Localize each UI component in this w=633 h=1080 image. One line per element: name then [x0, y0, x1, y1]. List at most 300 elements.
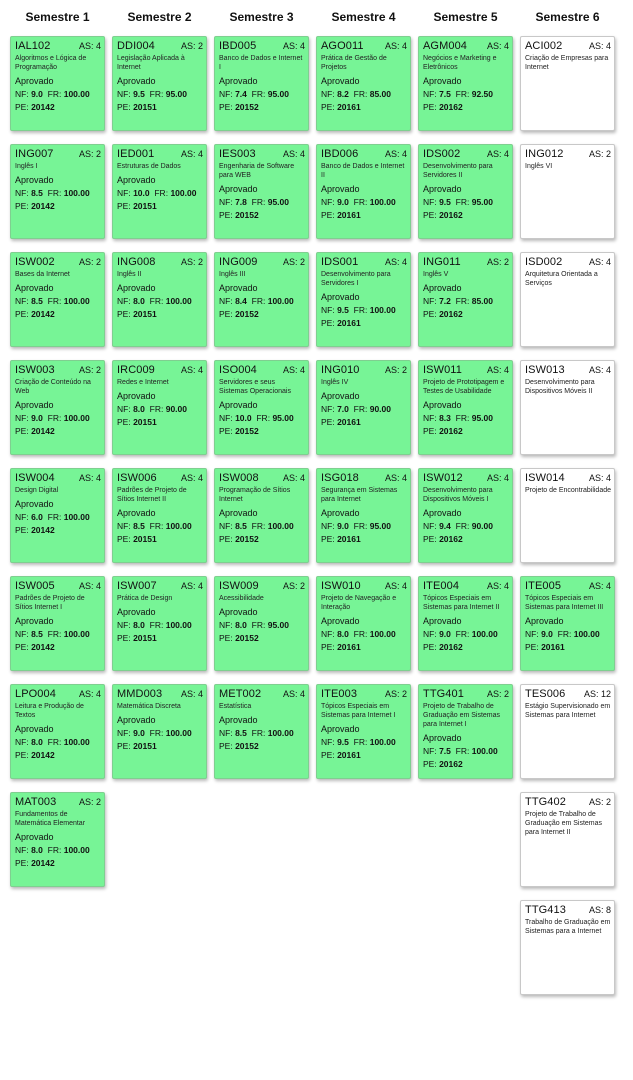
course-card-header	[525, 364, 611, 376]
course-credits: AS: 4	[180, 149, 203, 159]
period-label: PE:	[15, 309, 29, 319]
course-card[interactable]	[214, 36, 309, 131]
final-grade-value: 9.4	[439, 521, 451, 531]
course-card[interactable]	[10, 684, 105, 779]
course-card[interactable]	[418, 360, 513, 455]
frequency-label: FR:	[47, 296, 62, 306]
course-period	[15, 525, 101, 535]
course-code: ING009	[219, 256, 258, 268]
final-grade-label: NF:	[117, 728, 131, 738]
final-grade-value: 9.0	[439, 629, 451, 639]
course-name: Negócios e Marketing e Eletrônicos	[423, 55, 497, 71]
final-grade-value: 8.3	[439, 413, 451, 423]
course-credits: AS: 4	[180, 581, 203, 591]
course-grades	[15, 512, 101, 522]
course-code: ISD002	[525, 256, 563, 268]
course-credits: AS: 4	[384, 41, 407, 51]
course-card[interactable]	[520, 360, 615, 455]
frequency-value: 100.00	[471, 746, 498, 756]
period-label: PE:	[423, 309, 437, 319]
final-grade-value: 8.2	[337, 89, 349, 99]
course-grades	[15, 188, 101, 198]
course-card[interactable]	[214, 576, 309, 671]
frequency-value: 100.00	[471, 629, 498, 639]
course-card[interactable]	[316, 360, 411, 455]
final-grade-label: NF:	[15, 296, 29, 306]
final-grade-label: NF:	[423, 413, 437, 423]
course-card-header	[219, 256, 305, 268]
course-code: ISW014	[525, 472, 565, 484]
course-period	[117, 633, 203, 643]
course-code: ISW003	[15, 364, 55, 376]
course-period	[219, 426, 305, 436]
course-status: Aprovado	[423, 184, 462, 194]
course-card[interactable]	[520, 252, 615, 347]
period-value: 20142	[31, 642, 55, 652]
course-card[interactable]	[10, 36, 105, 131]
frequency-value: 100.00	[369, 197, 396, 207]
course-grades	[117, 620, 203, 630]
final-grade-value: 9.5	[133, 89, 145, 99]
course-name: Algoritmos e Lógica de Programação	[15, 55, 87, 71]
final-grade-value: 8.0	[337, 629, 349, 639]
final-grade-value: 8.0	[235, 620, 247, 630]
final-grade-label: NF:	[219, 521, 233, 531]
course-status: Aprovado	[15, 283, 54, 293]
final-grade-value: 6.0	[31, 512, 43, 522]
course-name: Inglês III	[219, 271, 246, 278]
course-grades	[423, 629, 509, 639]
period-label: PE:	[15, 426, 29, 436]
course-grades	[423, 197, 509, 207]
course-card-header	[117, 148, 203, 160]
period-label: PE:	[525, 642, 539, 652]
final-grade-value: 8.5	[235, 521, 247, 531]
course-status: Aprovado	[117, 283, 156, 293]
course-credits: AS: 4	[486, 473, 509, 483]
course-card-header	[423, 688, 509, 700]
course-period	[15, 309, 101, 319]
course-grades	[219, 197, 305, 207]
course-name: Criação de Conteúdo na Web	[15, 379, 91, 395]
course-status: Aprovado	[321, 292, 360, 302]
course-credits: AS: 4	[180, 689, 203, 699]
course-status: Aprovado	[219, 607, 258, 617]
frequency-value: 100.00	[165, 728, 192, 738]
course-code: IBD006	[321, 148, 359, 160]
course-card-header	[321, 580, 407, 592]
course-grades	[321, 89, 407, 99]
frequency-value: 100.00	[267, 728, 294, 738]
course-period	[219, 309, 305, 319]
course-card-header	[423, 148, 509, 160]
course-card[interactable]	[10, 360, 105, 455]
period-label: PE:	[321, 102, 335, 112]
period-value: 20152	[235, 309, 259, 319]
course-card-header	[117, 256, 203, 268]
course-code: ITE004	[423, 580, 460, 592]
final-grade-value: 9.5	[439, 197, 451, 207]
course-credits: AS: 2	[282, 257, 305, 267]
course-name: Estágio Supervisionado em Sistemas para Internet	[525, 703, 611, 719]
course-card[interactable]	[520, 684, 615, 779]
course-grades	[219, 728, 305, 738]
period-value: 20151	[133, 417, 157, 427]
course-card[interactable]	[10, 792, 105, 887]
course-card-header	[219, 472, 305, 484]
final-grade-value: 9.0	[541, 629, 553, 639]
course-name: Desenvolvimento para Dispositivos Móveis I	[423, 487, 493, 503]
course-grades	[525, 629, 611, 639]
course-grades	[117, 296, 203, 306]
course-period	[423, 309, 509, 319]
course-grades	[423, 296, 509, 306]
frequency-label: FR:	[149, 728, 164, 738]
course-status: Aprovado	[15, 400, 54, 410]
course-card[interactable]	[316, 576, 411, 671]
final-grade-value: 7.8	[235, 197, 247, 207]
final-grade-label: NF:	[423, 197, 437, 207]
course-card[interactable]	[418, 468, 513, 563]
frequency-value: 85.00	[471, 296, 493, 306]
course-code: ING008	[117, 256, 156, 268]
course-status: Aprovado	[423, 283, 462, 293]
course-card[interactable]	[214, 684, 309, 779]
course-card[interactable]	[418, 684, 513, 779]
course-card[interactable]	[520, 900, 615, 995]
final-grade-value: 8.4	[235, 296, 247, 306]
frequency-value: 100.00	[267, 296, 294, 306]
final-grade-label: NF:	[117, 404, 131, 414]
semester-header: Semestre 4	[331, 10, 396, 24]
frequency-label: FR:	[353, 521, 368, 531]
course-card[interactable]	[520, 36, 615, 131]
period-label: PE:	[117, 633, 131, 643]
course-name: Inglês IV	[321, 379, 349, 386]
course-status: Aprovado	[321, 508, 360, 518]
course-card[interactable]	[112, 468, 207, 563]
course-card[interactable]	[520, 468, 615, 563]
course-name: Engenharia de Software para WEB	[219, 163, 295, 179]
course-card[interactable]	[10, 252, 105, 347]
final-grade-value: 10.0	[235, 413, 252, 423]
period-value: 20142	[31, 858, 55, 868]
course-card[interactable]	[418, 576, 513, 671]
semester-header: Semestre 5	[433, 10, 498, 24]
course-name: Inglês I	[15, 163, 38, 170]
course-credits: AS: 4	[588, 41, 611, 51]
frequency-label: FR:	[47, 89, 62, 99]
course-card[interactable]	[112, 144, 207, 239]
course-card-header	[219, 688, 305, 700]
period-value: 20142	[31, 201, 55, 211]
frequency-label: FR:	[47, 629, 62, 639]
period-label: PE:	[219, 309, 233, 319]
course-card-header	[321, 40, 407, 52]
frequency-value: 100.00	[63, 413, 90, 423]
period-label: PE:	[219, 534, 233, 544]
course-code: ITE005	[525, 580, 562, 592]
course-card[interactable]	[112, 360, 207, 455]
course-card[interactable]	[214, 468, 309, 563]
course-name: Inglês VI	[525, 163, 553, 170]
course-credits: AS: 4	[588, 257, 611, 267]
course-card[interactable]	[316, 468, 411, 563]
period-value: 20161	[541, 642, 565, 652]
course-code: ITE003	[321, 688, 358, 700]
course-code: ACI002	[525, 40, 563, 52]
course-grades	[15, 629, 101, 639]
course-status: Aprovado	[321, 724, 360, 734]
course-card-header	[525, 796, 611, 808]
frequency-value: 95.00	[267, 620, 289, 630]
final-grade-label: NF:	[219, 89, 233, 99]
course-grades	[423, 746, 509, 756]
course-card-header	[117, 688, 203, 700]
course-period	[15, 858, 101, 868]
course-card[interactable]	[214, 252, 309, 347]
frequency-value: 100.00	[63, 845, 90, 855]
course-grades	[321, 521, 407, 531]
course-card[interactable]	[418, 36, 513, 131]
course-grades	[15, 737, 101, 747]
period-value: 20142	[31, 750, 55, 760]
course-status: Aprovado	[525, 616, 564, 626]
course-card[interactable]	[316, 684, 411, 779]
course-status: Aprovado	[117, 175, 156, 185]
course-credits: AS: 4	[486, 41, 509, 51]
final-grade-value: 9.0	[31, 89, 43, 99]
period-value: 20162	[439, 426, 463, 436]
frequency-label: FR:	[251, 620, 266, 630]
course-card[interactable]	[10, 576, 105, 671]
course-period	[321, 318, 407, 328]
period-value: 20152	[235, 426, 259, 436]
course-card-header	[321, 148, 407, 160]
course-credits: AS: 2	[78, 797, 101, 807]
course-credits: AS: 2	[588, 797, 611, 807]
course-name: Desenvolvimento para Dispositivos Móveis II	[525, 379, 595, 395]
frequency-label: FR:	[251, 296, 266, 306]
period-label: PE:	[219, 210, 233, 220]
frequency-value: 95.00	[272, 413, 294, 423]
course-credits: AS: 12	[583, 689, 611, 699]
course-card[interactable]	[520, 792, 615, 887]
frequency-label: FR:	[251, 521, 266, 531]
course-status: Aprovado	[219, 508, 258, 518]
course-status: Aprovado	[15, 175, 54, 185]
period-value: 20161	[337, 534, 361, 544]
course-card[interactable]	[520, 576, 615, 671]
course-status: Aprovado	[219, 283, 258, 293]
course-period	[321, 102, 407, 112]
final-grade-value: 9.5	[337, 305, 349, 315]
final-grade-label: NF:	[219, 296, 233, 306]
course-grades	[117, 188, 203, 198]
course-card[interactable]	[10, 468, 105, 563]
frequency-label: FR:	[149, 89, 164, 99]
frequency-label: FR:	[353, 404, 368, 414]
course-credits: AS: 2	[384, 365, 407, 375]
course-code: MAT003	[15, 796, 57, 808]
course-card[interactable]	[418, 252, 513, 347]
course-grades	[219, 521, 305, 531]
course-period	[321, 534, 407, 544]
final-grade-label: NF:	[321, 89, 335, 99]
period-value: 20162	[439, 759, 463, 769]
period-value: 20152	[235, 741, 259, 751]
course-grades	[117, 728, 203, 738]
period-value: 20161	[337, 417, 361, 427]
course-code: ISW013	[525, 364, 565, 376]
course-card-header	[525, 148, 611, 160]
course-card[interactable]	[316, 252, 411, 347]
course-code: AGO011	[321, 40, 364, 52]
period-value: 20142	[31, 525, 55, 535]
course-status: Aprovado	[117, 76, 156, 86]
course-period	[321, 417, 407, 427]
course-name: Criação de Empresas para Internet	[525, 55, 609, 71]
period-value: 20161	[337, 210, 361, 220]
course-card[interactable]	[316, 36, 411, 131]
course-card[interactable]	[214, 360, 309, 455]
course-card-header	[321, 364, 407, 376]
frequency-label: FR:	[149, 521, 164, 531]
period-label: PE:	[423, 426, 437, 436]
period-value: 20162	[439, 309, 463, 319]
period-label: PE:	[15, 525, 29, 535]
period-label: PE:	[219, 426, 233, 436]
course-name: Projeto de Prototipagem e Testes de Usabilidade	[423, 379, 505, 395]
frequency-label: FR:	[251, 89, 266, 99]
course-status: Aprovado	[117, 607, 156, 617]
frequency-value: 95.00	[471, 413, 493, 423]
course-name: Banco de Dados e Internet II	[321, 163, 405, 179]
course-code: IAL102	[15, 40, 51, 52]
frequency-value: 95.00	[267, 197, 289, 207]
course-code: ISW005	[15, 580, 55, 592]
course-status: Aprovado	[117, 715, 156, 725]
course-status: Aprovado	[423, 733, 462, 743]
period-label: PE:	[219, 102, 233, 112]
course-card-header	[423, 256, 509, 268]
final-grade-label: NF:	[219, 197, 233, 207]
period-value: 20151	[133, 201, 157, 211]
course-period	[219, 102, 305, 112]
final-grade-value: 10.0	[133, 188, 150, 198]
course-card[interactable]	[520, 144, 615, 239]
frequency-label: FR:	[353, 89, 368, 99]
course-card[interactable]	[112, 36, 207, 131]
course-credits: AS: 2	[282, 581, 305, 591]
course-name: Arquitetura Orientada a Serviços	[525, 271, 598, 287]
course-credits: AS: 2	[180, 41, 203, 51]
final-grade-label: NF:	[117, 296, 131, 306]
course-card[interactable]	[10, 144, 105, 239]
course-grades	[321, 629, 407, 639]
course-status: Aprovado	[321, 616, 360, 626]
frequency-value: 85.00	[369, 89, 391, 99]
course-card[interactable]	[214, 144, 309, 239]
course-period	[117, 309, 203, 319]
course-code: IRC009	[117, 364, 155, 376]
course-code: TTG402	[525, 796, 566, 808]
course-credits: AS: 4	[588, 473, 611, 483]
course-name: Estruturas de Dados	[117, 163, 181, 170]
course-credits: AS: 2	[78, 149, 101, 159]
course-card-header	[525, 688, 611, 700]
course-code: ING010	[321, 364, 360, 376]
course-name: Inglês II	[117, 271, 142, 278]
course-card-header	[525, 904, 611, 916]
period-value: 20152	[235, 534, 259, 544]
course-card[interactable]	[112, 684, 207, 779]
course-name: Programação de Sítios Internet	[219, 487, 291, 503]
course-grades	[423, 521, 509, 531]
period-label: PE:	[321, 210, 335, 220]
course-card-header	[15, 688, 101, 700]
final-grade-value: 7.4	[235, 89, 247, 99]
course-period	[117, 102, 203, 112]
period-label: PE:	[15, 858, 29, 868]
course-name: Tópicos Especiais em Sistemas para Internet III	[525, 595, 604, 611]
period-value: 20152	[235, 102, 259, 112]
course-grades	[321, 197, 407, 207]
course-card[interactable]	[112, 576, 207, 671]
period-value: 20151	[133, 309, 157, 319]
frequency-value: 95.00	[471, 197, 493, 207]
course-name: Bases da Internet	[15, 271, 70, 278]
course-name: Legislação Aplicada à Internet	[117, 55, 185, 71]
course-code: ISO004	[219, 364, 257, 376]
course-period	[219, 633, 305, 643]
course-code: ISW004	[15, 472, 55, 484]
final-grade-label: NF:	[219, 620, 233, 630]
course-code: ISW006	[117, 472, 157, 484]
frequency-value: 100.00	[63, 188, 90, 198]
course-grades	[321, 737, 407, 747]
course-card[interactable]	[112, 252, 207, 347]
course-period	[15, 102, 101, 112]
period-value: 20152	[235, 633, 259, 643]
final-grade-label: NF:	[15, 89, 29, 99]
final-grade-value: 8.5	[31, 296, 43, 306]
course-credits: AS: 2	[78, 257, 101, 267]
course-status: Aprovado	[219, 76, 258, 86]
course-credits: AS: 4	[282, 689, 305, 699]
course-credits: AS: 4	[282, 149, 305, 159]
course-name: Prática de Gestão de Projetos	[321, 55, 387, 71]
course-code: IBD005	[219, 40, 257, 52]
course-card-header	[321, 256, 407, 268]
frequency-label: FR:	[455, 629, 470, 639]
course-status: Aprovado	[219, 400, 258, 410]
course-status: Aprovado	[117, 391, 156, 401]
course-card[interactable]	[418, 144, 513, 239]
course-name: Tópicos Especiais em Sistemas para Internet I	[321, 703, 396, 719]
course-credits: AS: 2	[486, 689, 509, 699]
course-grades	[423, 413, 509, 423]
course-name: Fundamentos de Matemática Elementar	[15, 811, 86, 827]
course-card[interactable]	[316, 144, 411, 239]
course-card-header	[423, 364, 509, 376]
course-credits: AS: 4	[282, 473, 305, 483]
course-card-header	[219, 148, 305, 160]
course-status: Aprovado	[15, 499, 54, 509]
final-grade-value: 7.5	[439, 746, 451, 756]
course-code: ISG018	[321, 472, 359, 484]
period-value: 20161	[337, 318, 361, 328]
